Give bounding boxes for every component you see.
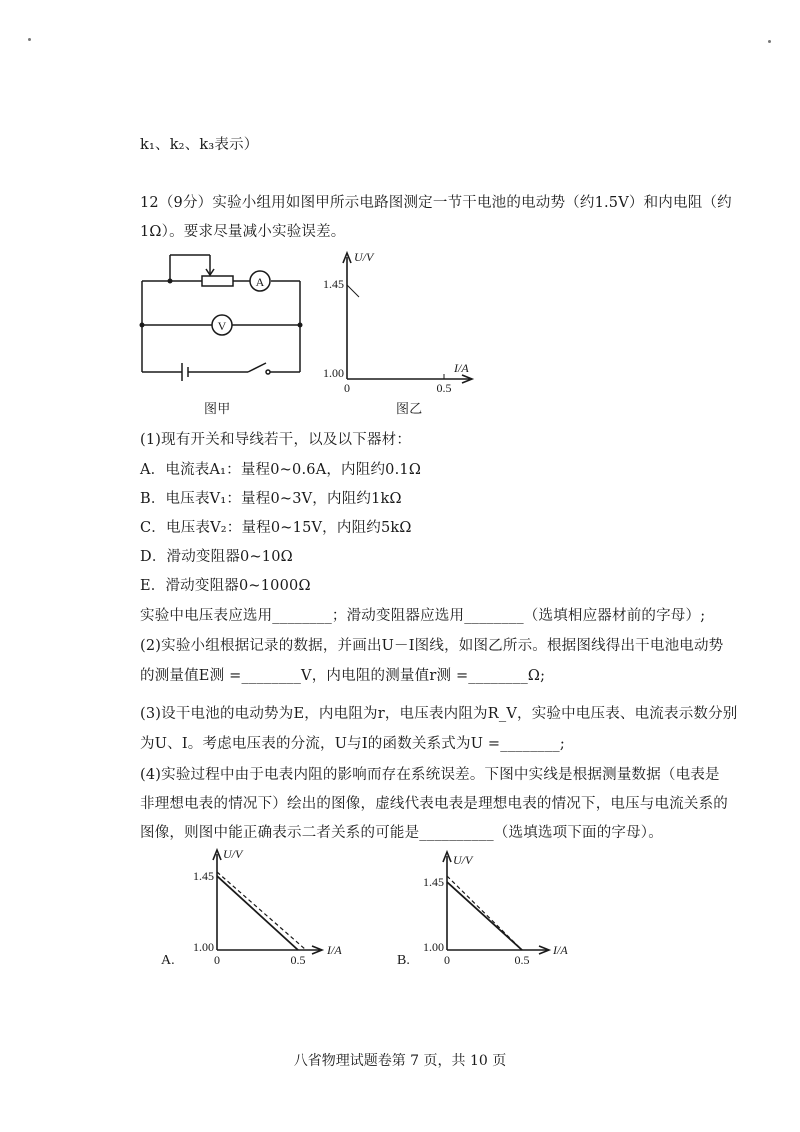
page-footer: 八省物理试题卷第 7 页，共 10 页 [293, 1053, 507, 1069]
fig-yi-caption: 图乙 [396, 402, 423, 417]
part3-line2: 为U、I。考虑电压表的分流，U与I的函数关系式为U =________; [140, 736, 565, 752]
prev-question-tail: k₁、k₂、k₃表示） [140, 137, 259, 153]
part4-line3: 图像，则图中能正确表示二者关系的可能是__________（选填选项下面的字母）。 [140, 825, 663, 841]
choice-a-y-bottom-tick: 1.00 [193, 940, 214, 954]
choice-b-y-bottom-tick: 1.00 [423, 940, 444, 954]
choice-a-origin: 0 [214, 953, 220, 967]
choice-a-label: A. [161, 953, 175, 968]
scan-speck [28, 38, 31, 41]
graph-yi-y-axis-label: U/V [354, 250, 374, 264]
option-e: E．滑动变阻器0~1000Ω [140, 578, 311, 594]
graph-yi-origin: 0 [344, 381, 350, 395]
choice-b-origin: 0 [444, 953, 450, 967]
ammeter-label: A [255, 275, 265, 289]
option-d: D．滑动变阻器0~10Ω [140, 549, 293, 565]
option-c: C．电压表V₂：量程0~15V，内阻约5kΩ [140, 520, 412, 536]
graph-yi-x-tick: 0.5 [436, 381, 452, 395]
part4-line2: 非理想电表的情况下）绘出的图像，虚线代表电表是理想电表的情况下，电压与电流关系的 [140, 796, 728, 812]
part4-line1: (4)实验过程中由于电表内阻的影响而存在系统误差。下图中实线是根据测量数据（电表是 [140, 767, 720, 783]
choice-a-x-axis-label: I/A [327, 943, 342, 957]
choice-b-y-axis-label: U/V [453, 853, 473, 867]
part2-line2: 的测量值E测 =________V，内电阻的测量值r测 =________Ω; [140, 668, 546, 684]
question-stem-line1: 12（9分）实验小组用如图甲所示电路图测定一节干电池的电动势（约1.5V）和内电阻（约 [140, 195, 732, 211]
graph-yi [312, 245, 482, 395]
graph-yi-y-bottom-tick: 1.00 [323, 366, 344, 380]
choice-a-y-axis-label: U/V [223, 847, 243, 861]
choice-b-y-top-tick: 1.45 [423, 875, 444, 889]
choice-a-y-top-tick: 1.45 [193, 869, 214, 883]
part1-intro: (1)现有开关和导线若干，以及以下器材： [140, 432, 412, 448]
part1-ask: 实验中电压表应选用________；滑动变阻器应选用________（选填相应器材前的字母）; [140, 608, 706, 624]
choice-a-graph [155, 842, 355, 977]
part2-line1: (2)实验小组根据记录的数据，并画出U－I图线，如图乙所示。根据图线得出干电池电动势 [140, 638, 724, 654]
choice-b-graph [395, 842, 595, 977]
part3-line1: (3)设干电池的电动势为E，内电阻为r，电压表内阻为R_V，实验中电压表、电流表示数分别 [140, 706, 738, 722]
option-b: B．电压表V₁：量程0~3V，内阻约1kΩ [140, 491, 402, 507]
scan-speck [768, 40, 771, 43]
choice-b-x-tick: 0.5 [514, 953, 530, 967]
voltmeter-label: V [217, 319, 227, 333]
graph-yi-y-top-tick: 1.45 [323, 277, 344, 291]
choice-b-x-axis-label: I/A [553, 943, 568, 957]
graph-yi-x-axis-label: I/A [454, 361, 469, 375]
choice-b-label: B. [397, 953, 410, 968]
circuit-diagram-jia [130, 245, 320, 395]
question-stem-line2: 1Ω）。要求尽量减小实验误差。 [140, 224, 346, 240]
fig-jia-caption: 图甲 [204, 402, 231, 417]
option-a: A．电流表A₁：量程0~0.6A，内阻约0.1Ω [140, 462, 422, 478]
choice-a-x-tick: 0.5 [290, 953, 306, 967]
